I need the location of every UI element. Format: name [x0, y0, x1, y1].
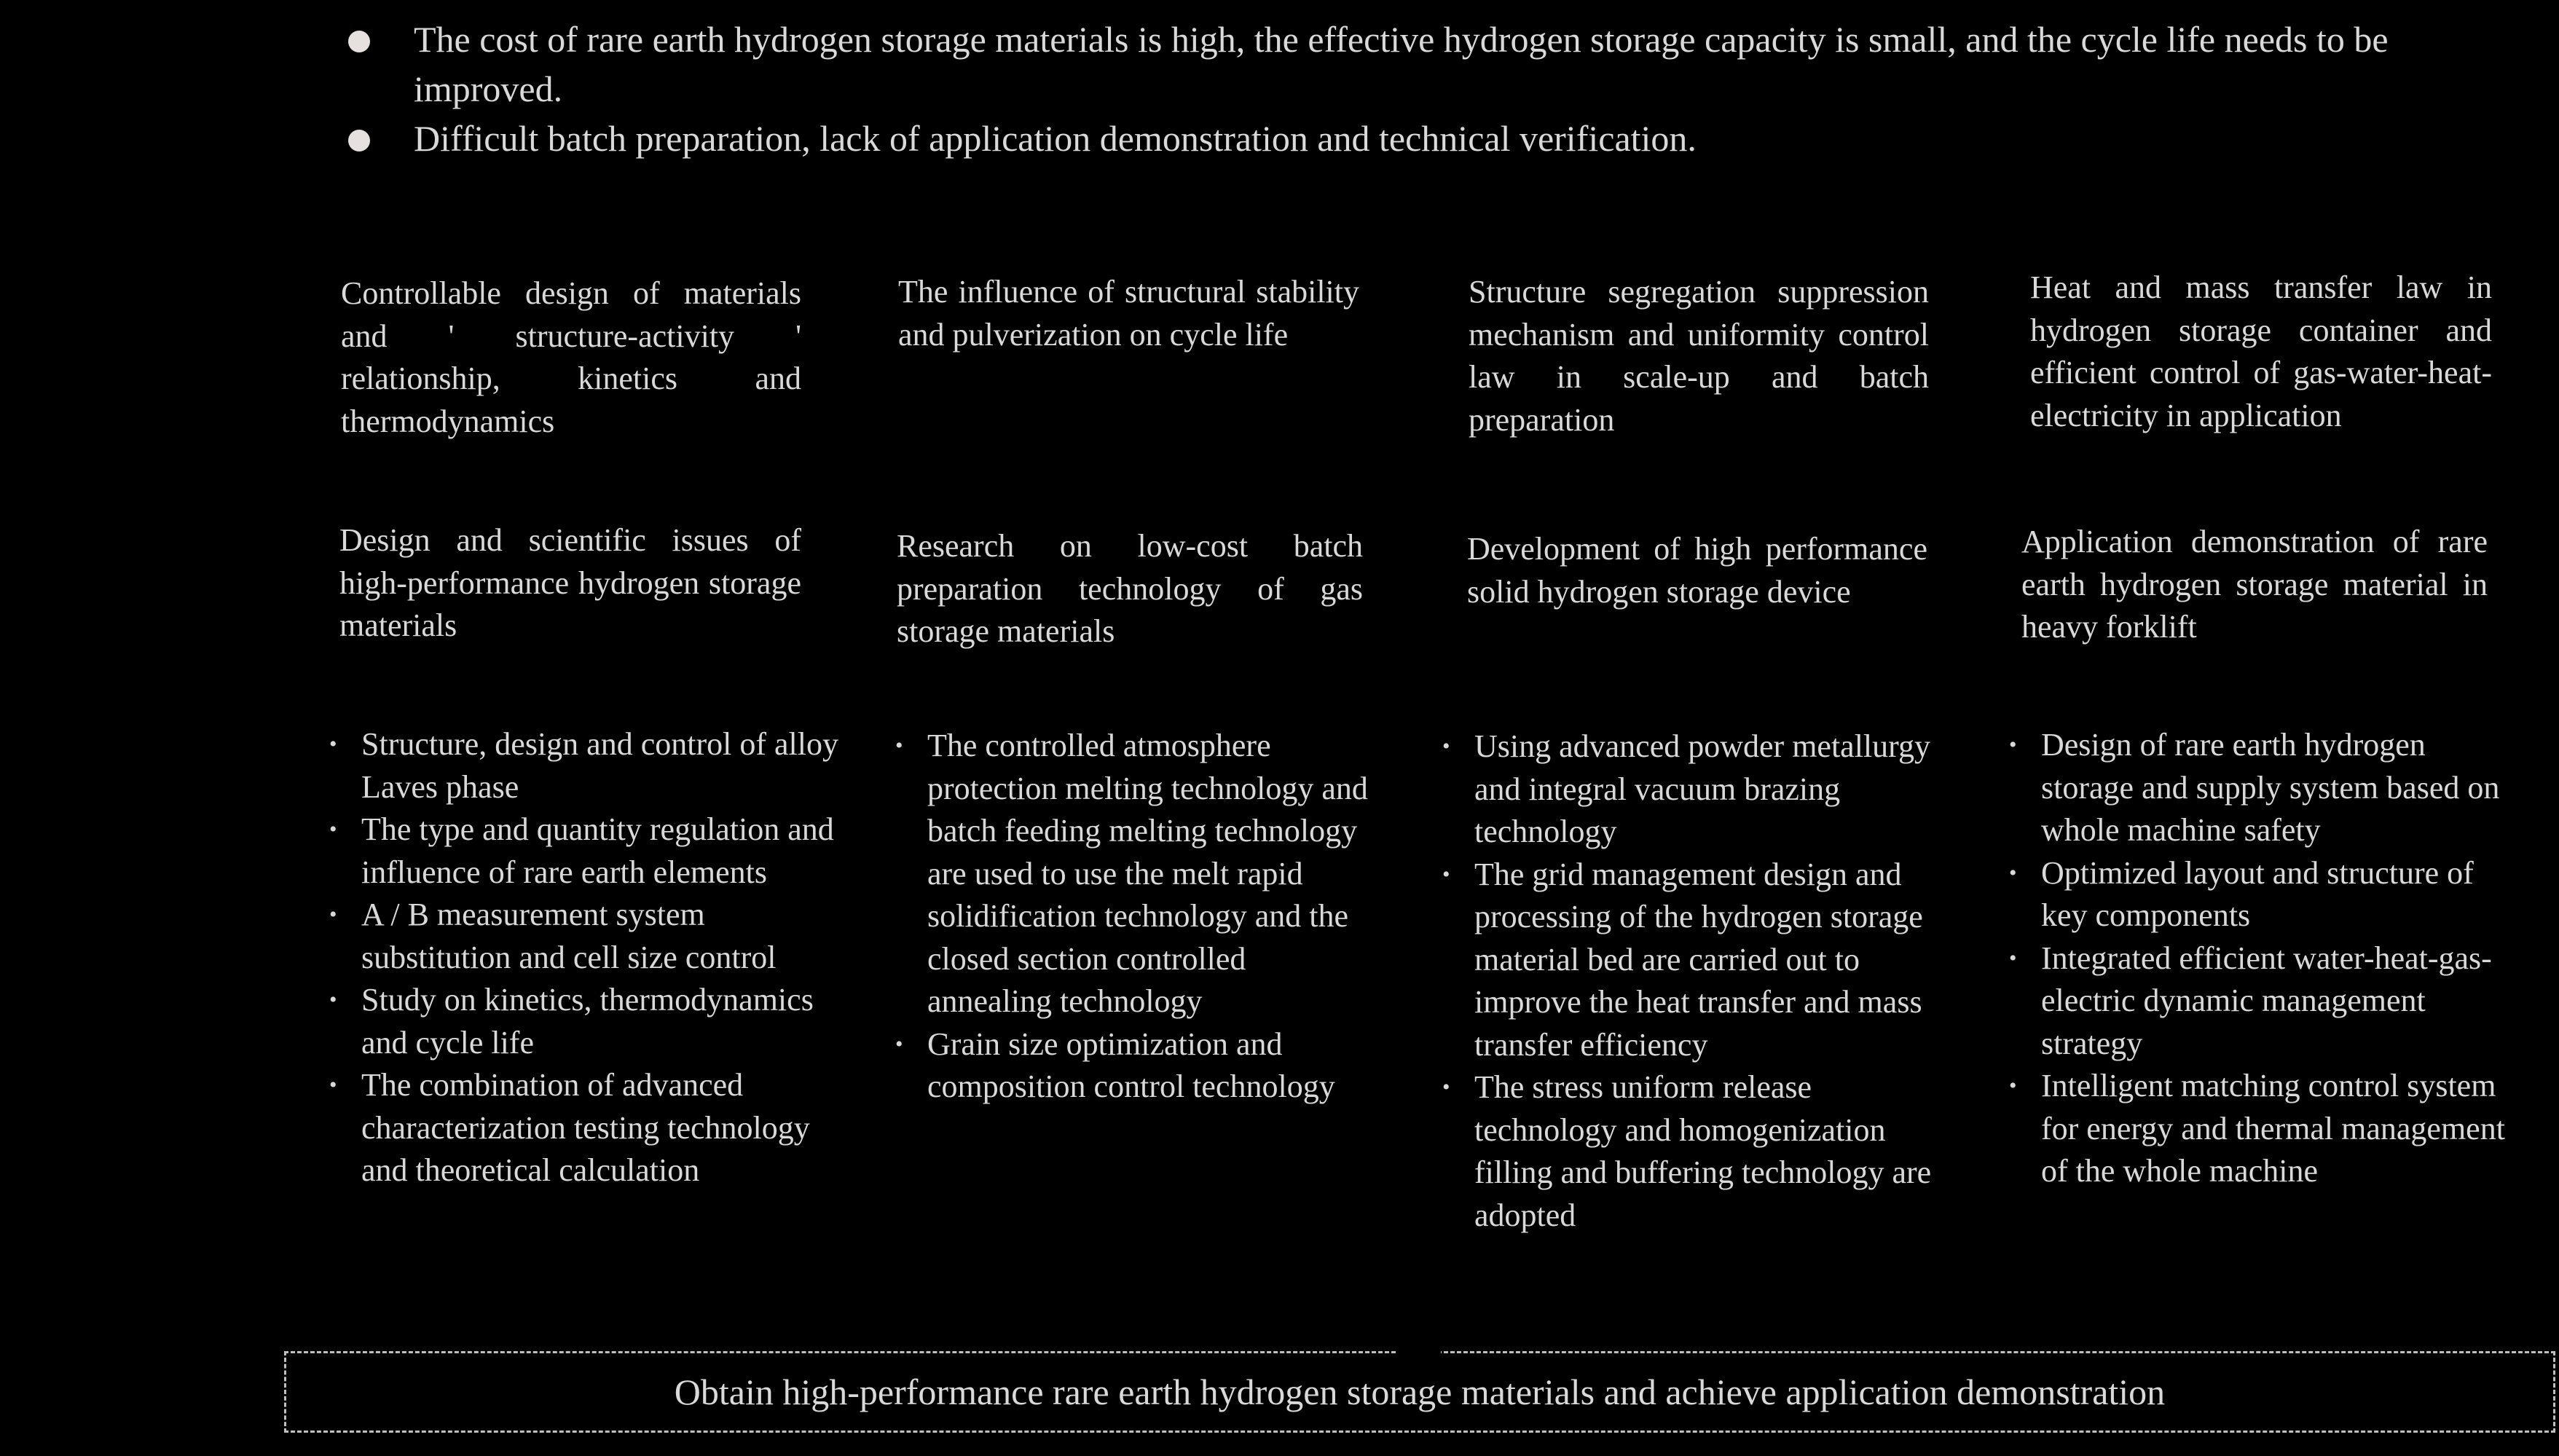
bullet-icon: • — [1442, 1075, 1450, 1099]
bullet-dot-icon — [348, 31, 370, 52]
approach-list-3 — [1442, 725, 1952, 1237]
bullet-icon: • — [2009, 860, 2017, 885]
approach-list-4 — [2009, 724, 2519, 1193]
research-topic-1: Design and scientific issues of high-performance hydrogen storage materials — [339, 522, 801, 643]
list-item: • Intelligent matching control system for energy and thermal management of the whole machine — [2009, 1065, 2519, 1193]
bullet-dot-icon — [348, 130, 370, 151]
bullet-icon: • — [895, 733, 903, 757]
research-topic-3: Development of high performance solid hydrogen storage device — [1467, 531, 1927, 610]
bullet-icon: • — [329, 732, 337, 756]
bullet-icon: • — [329, 988, 337, 1012]
list-item: • Optimized layout and structure of key components — [2009, 852, 2519, 937]
bullet-icon: • — [2009, 1074, 2017, 1098]
research-topic-4: Application demonstration of rare earth hydrogen storage material in heavy forklift — [2021, 524, 2488, 645]
list-item: • Structure, design and control of alloy Laves phase — [329, 723, 846, 808]
bullet-icon: • — [1442, 734, 1450, 758]
list-item: • Using advanced powder metallurgy and integral vacuum brazing technology — [1442, 725, 1952, 854]
approach-list-2 — [895, 725, 1376, 1109]
problem-item — [342, 114, 2455, 163]
problem-bullets — [342, 15, 2455, 163]
list-item: • The combination of advanced characterization testing technology and theoretical calculation — [329, 1064, 846, 1192]
approach-list-1 — [329, 723, 846, 1192]
bullet-icon: • — [895, 1031, 903, 1056]
goal-text: Obtain high-performance rare earth hydrogen storage materials and achieve application demonstration — [674, 1372, 2166, 1412]
problem-item — [342, 15, 2455, 114]
list-item: • Grain size optimization and composition control technology — [895, 1023, 1376, 1109]
problem-text: Difficult batch preparation, lack of application demonstration and technical verification. — [414, 118, 1697, 159]
list-item: • Study on kinetics, thermodynamics and cycle life — [329, 979, 846, 1064]
bullet-icon: • — [329, 1073, 337, 1097]
bullet-icon: • — [329, 817, 337, 841]
scientific-issue-4: Heat and mass transfer law in hydrogen storage container and efficient control of gas-water-heat-electricity in application — [2030, 269, 2492, 433]
problem-text: The cost of rare earth hydrogen storage materials is high, the effective hydrogen storage capacity is small, and the cycle life needs to be improved. — [414, 19, 2389, 109]
list-item: • The stress uniform release technology and homogenization filling and buffering technology are adopted — [1442, 1066, 1952, 1237]
bullet-icon: • — [1442, 862, 1450, 886]
scientific-issue-2: The influence of structural stability and pulverization on cycle life — [898, 274, 1359, 353]
list-item: • A / B measurement system substitution and cell size control — [329, 894, 846, 979]
list-item: • The type and quantity regulation and influence of rare earth elements — [329, 808, 846, 894]
scientific-issue-1: Controllable design of materials and ' structure-activity ' relationship, kinetics and thermodynamics — [341, 275, 801, 439]
bullet-icon: • — [2009, 945, 2017, 970]
list-item: • Design of rare earth hydrogen storage and supply system based on whole machine safety — [2009, 724, 2519, 852]
bullet-icon: • — [329, 902, 337, 926]
bullet-icon: • — [2009, 733, 2017, 757]
scientific-issue-3: Structure segregation suppression mechanism and uniformity control law in scale-up and batch preparation — [1469, 274, 1929, 438]
list-item: • Integrated efficient water-heat-gas-electric dynamic management strategy — [2009, 937, 2519, 1066]
list-item: • The controlled atmosphere protection melting technology and batch feeding melting technology are used to use the melt rapid solidification technology and the closed section controlled annealing technology — [895, 725, 1376, 1023]
list-item: • The grid management design and processing of the hydrogen storage material bed are carried out to improve the heat transfer and mass transfer efficiency — [1442, 854, 1952, 1067]
research-topic-2: Research on low-cost batch preparation technology of gas storage materials — [897, 528, 1363, 649]
